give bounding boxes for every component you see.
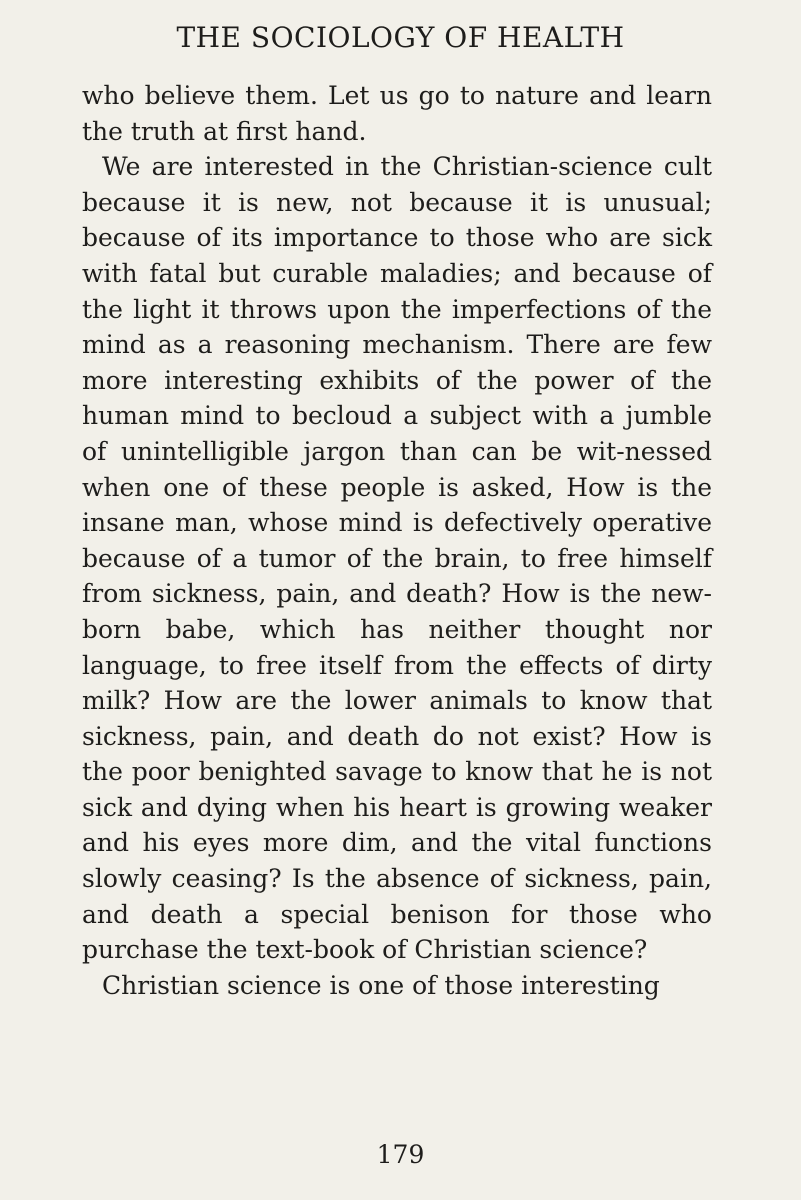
paragraph-next: Christian science is one of those interesting: [102, 970, 660, 1000]
page-number: 179: [376, 1140, 425, 1169]
paragraph-continued: who believe them. Let us go to nature and learn the truth at first hand.: [82, 81, 712, 146]
body-text: [82, 78, 712, 1003]
paragraph-christian-science-cult: We are interested in the Christian-science cult because it is new, not because it is unusual; because of its importance to those who are sick with fatal but curable maladies; and because of the light it throws upon the imperfections of the mind as a reasoning mechanism. There are few more interesting exhibits of the power of the human mind to becloud a subject with a jumble of unintelligible jargon than can be wit-nessed when one of these people is asked, How is the insane man, whose mind is defectively operative because of a tumor of the brain, to free himself from sickness, pain, and death? How is the new-born babe, which has neither thought nor language, to free itself from the effects of dirty milk? How are the lower animals to know that sickness, pain, and death do not exist? How is the poor benighted savage to know that he is not sick and dying when his heart is growing weaker and his eyes more dim, and the vital functions slowly ceasing? Is the absence of sickness, pain, and death a special benison for those who purchase the text-book of Christian science?: [82, 152, 712, 965]
running-head: THE SOCIOLOGY OF HEALTH: [176, 21, 625, 54]
